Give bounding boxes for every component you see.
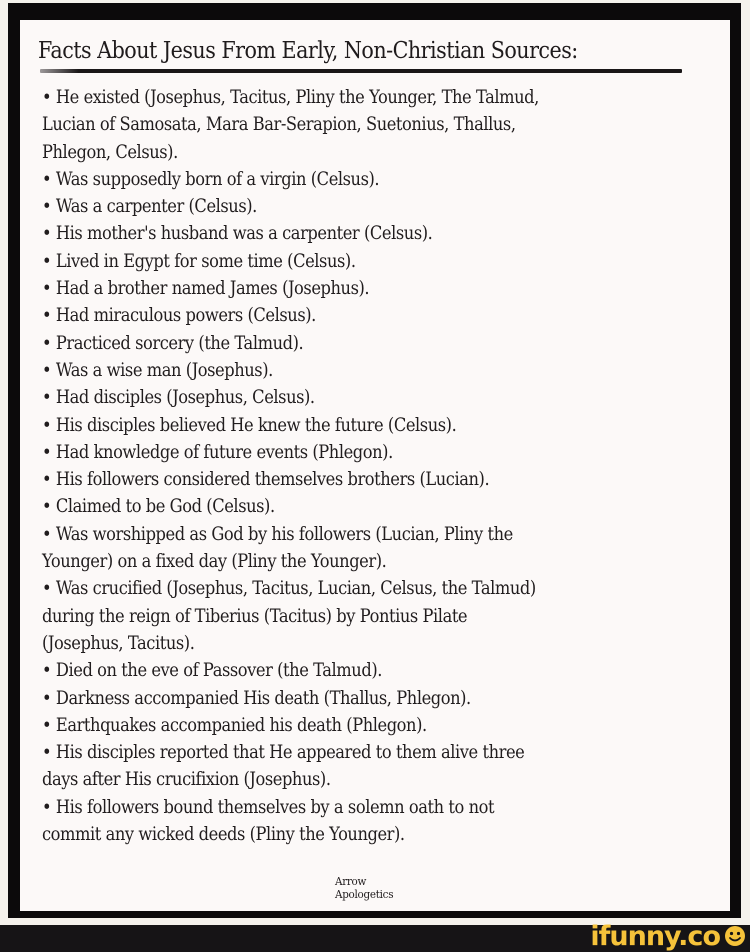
list-item: • Lived in Egypt for some time (Celsus). [42,250,356,272]
list-item: • Had knowledge of future events (Phlegon). [42,441,393,463]
facts-list [42,84,742,848]
list-item: • Was worshipped as God by his followers (Lucian, Pliny the Younger) on a fixed day (Pliny the Younger). [42,523,513,573]
list-item: • His disciples reported that He appeared to them alive three days after His crucifixion (Josephus). [42,742,525,791]
page-title: Facts About Jesus From Early, Non-Christian Sources: [38,36,578,64]
list-item: • Claimed to be God (Celsus). [42,496,275,518]
list-item: • His followers considered themselves brothers (Lucian). [42,469,490,491]
list-item: • He existed (Josephus, Tacitus, Pliny the Younger, The Talmud, Lucian of Samosata, Mara Bar-Serapion, Suetonius, Thallus, Phlegon, Celsus). [42,87,539,163]
list-item: • Practiced sorcery (the Talmud). [42,332,304,354]
list-item: • Darkness accompanied His death (Thallus, Phlegon). [42,687,471,709]
list-item: • Had disciples (Josephus, Celsus). [42,387,315,409]
list-item: • Died on the eve of Passover (the Talmud). [42,660,382,682]
list-item: • Earthquakes accompanied his death (Phlegon). [42,714,427,736]
brand-logo [335,875,393,901]
list-item: • Had a brother named James (Josephus). [42,278,370,300]
title-underline [40,69,682,73]
brand-line-2: Apologetics [335,887,394,901]
list-item: • His mother's husband was a carpenter (Celsus). [42,223,433,245]
list-item: • Was a carpenter (Celsus). [42,196,257,218]
list-item: • Was crucified (Josephus, Tacitus, Lucian, Celsus, the Talmud) during the reign of Tiberius (Tacitus) by Pontius Pilate (Josephus, Tacitus). [42,578,536,654]
list-item: • His disciples believed He knew the future (Celsus). [42,414,457,436]
watermark-text: ifunny.co [590,921,720,952]
list-item: • Had miraculous powers (Celsus). [42,305,316,327]
smiley-icon [724,925,746,947]
list-item: • His followers bound themselves by a solemn oath to not commit any wicked deeds (Pliny the Younger). [42,796,495,846]
list-item: • Was supposedly born of a virgin (Celsus). [42,168,380,190]
list-item: • Was a wise man (Josephus). [42,359,273,381]
brand-line-1: Arrow [335,874,367,888]
